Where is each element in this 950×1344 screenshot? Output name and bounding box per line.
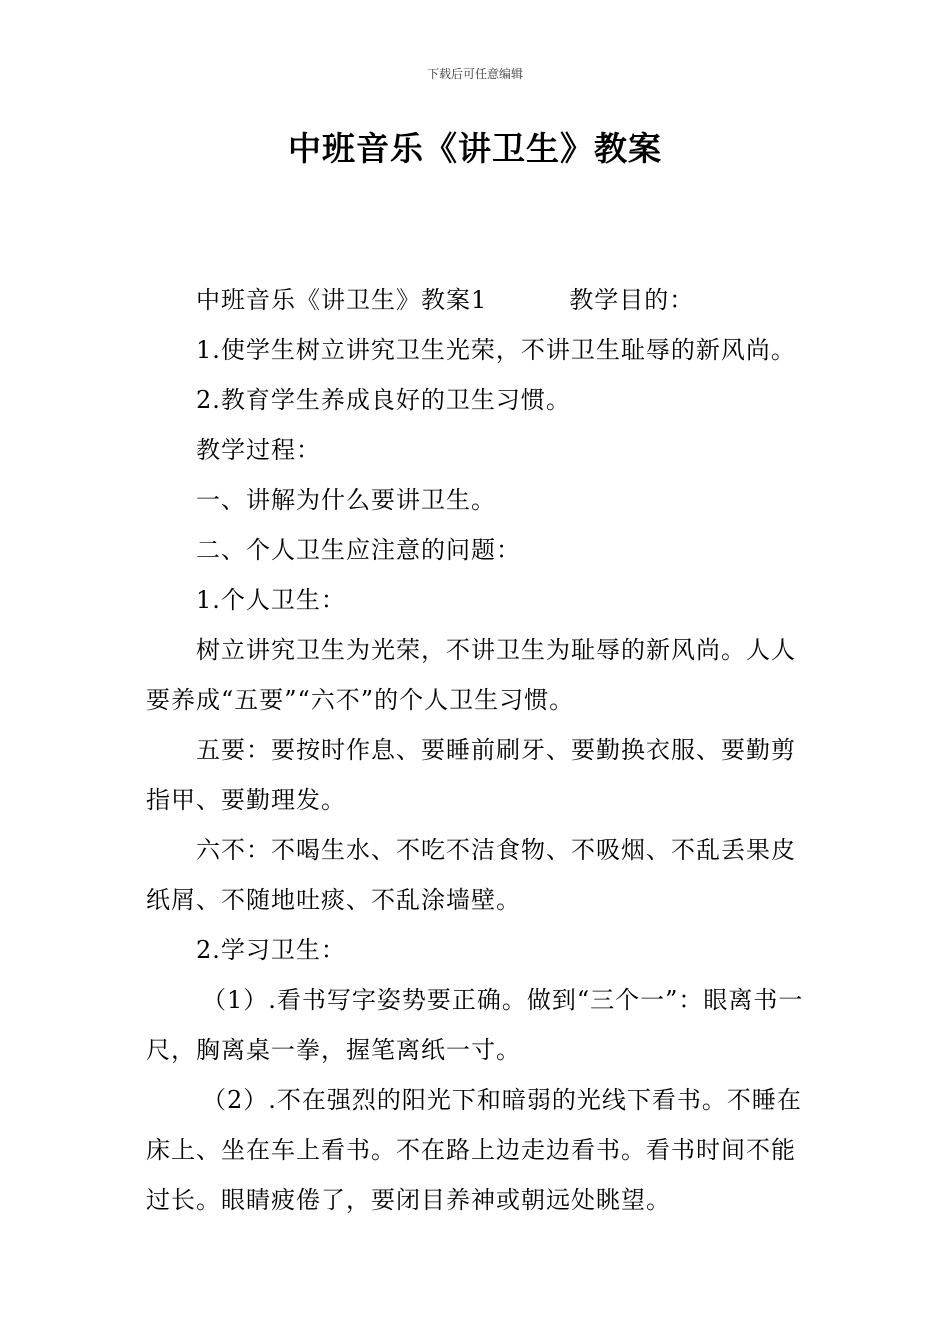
- paragraph: 1.使学生树立讲究卫生光荣，不讲卫生耻辱的新风尚。: [196, 336, 796, 364]
- paragraph: 1.个人卫生：: [196, 586, 346, 614]
- paragraph: 一、讲解为什么要讲卫生。: [196, 486, 496, 514]
- objective-heading: 教学目的：: [569, 286, 695, 314]
- paragraph: 2.学习卫生：: [196, 936, 346, 964]
- section-heading: 中班音乐《讲卫生》教案1: [196, 286, 488, 314]
- paragraph-intro: [146, 275, 806, 325]
- paragraph: 树立讲究卫生为光荣，不讲卫生为耻辱的新风尚。人人要养成“五要”“六不”的个人卫生习惯。: [146, 636, 796, 714]
- paragraph: （2）.不在强烈的阳光下和暗弱的光线下看书。不睡在床上、坐在车上看书。不在路上边走边看书。看书时间不能过长。眼睛疲倦了，要闭目养神或朝远处眺望。: [146, 1086, 802, 1214]
- paragraph: 六不：不喝生水、不吃不洁食物、不吸烟、不乱丢果皮纸屑、不随地吐痰、不乱涂墙壁。: [146, 836, 796, 914]
- header-note: 下载后可任意编辑: [426, 67, 523, 81]
- paragraph: 2.教育学生养成良好的卫生习惯。: [196, 386, 571, 414]
- paragraph: 五要：要按时作息、要睡前刷牙、要勤换衣服、要勤剪指甲、要勤理发。: [146, 736, 796, 814]
- document-title: 中班音乐《讲卫生》教案: [288, 129, 662, 168]
- paragraph: （1）.看书写字姿势要正确。做到“三个一”：眼离书一尺，胸离桌一拳，握笔离纸一寸。: [146, 986, 804, 1064]
- paragraph: 教学过程：: [196, 436, 321, 464]
- document-body: [146, 275, 806, 1225]
- paragraph: 二、个人卫生应注意的问题：: [196, 536, 521, 564]
